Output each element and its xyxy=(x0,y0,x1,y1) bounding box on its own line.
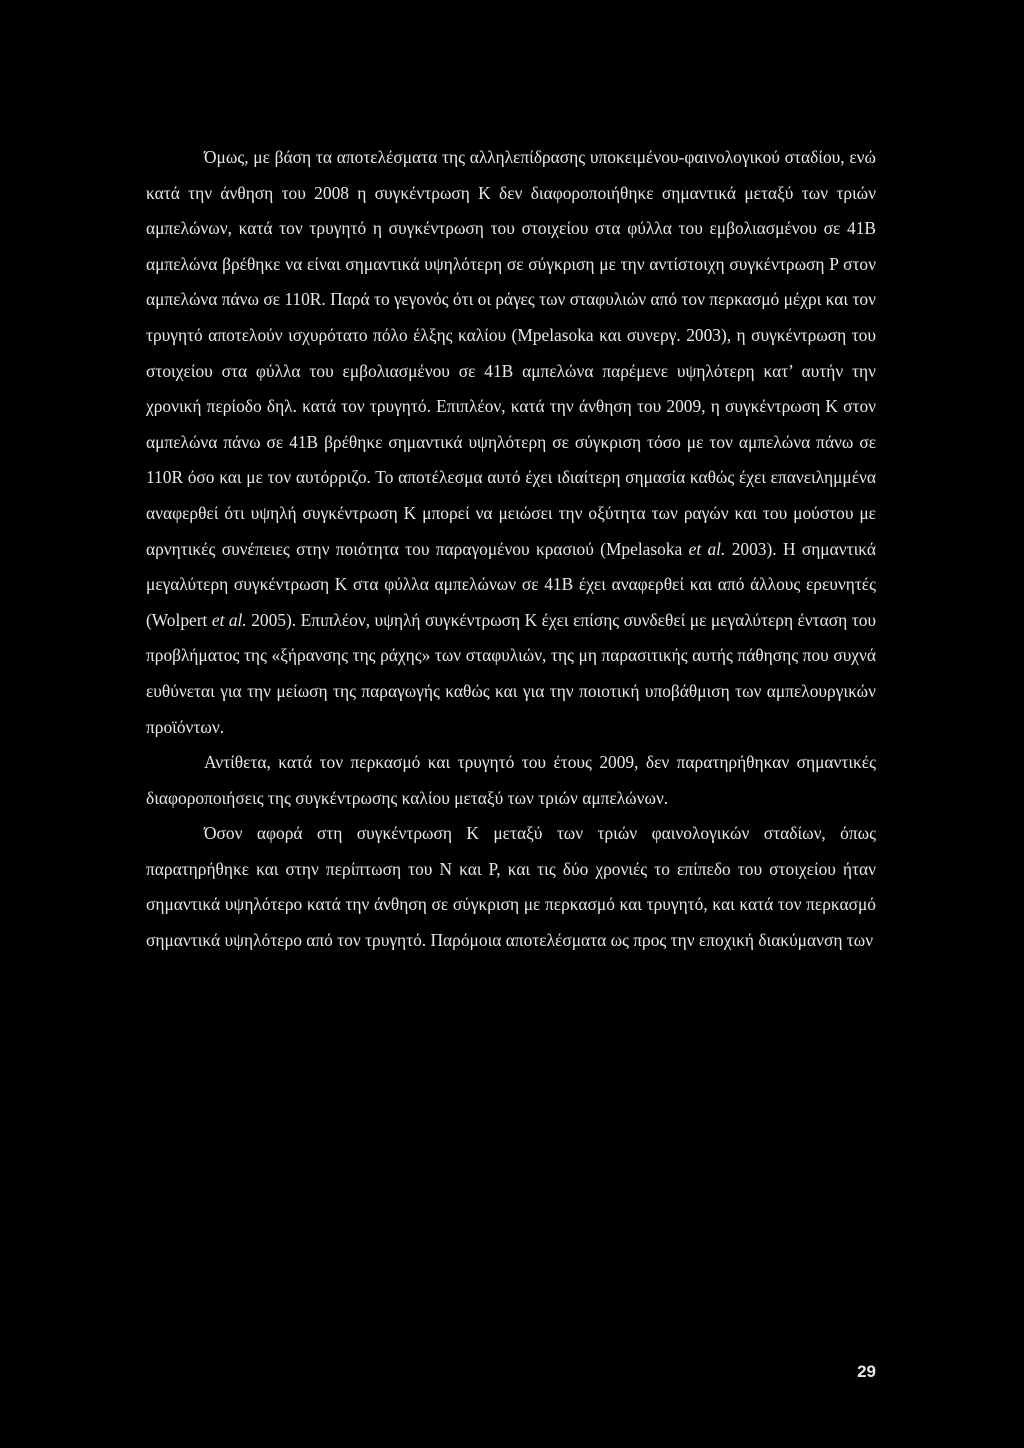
paragraph-3 xyxy=(146,816,876,958)
text-run: Αντίθετα, κατά τον περκασμό και τρυγητό του έτους 2009, δεν παρατηρήθηκαν σημαντικές διαφοροποιήσεις της συγκέντρωσης καλίου μεταξύ των τριών αμπελώνων. xyxy=(146,752,876,808)
body-text xyxy=(146,140,876,959)
text-run: Όμως, με βάση τα αποτελέσματα της αλληλεπίδρασης υποκειμένου-φαινολογικού σταδίου, ενώ κατά την άνθηση του 2008 η συγκέντρωση K δεν διαφοροποιήθηκε σημαντικά μεταξύ των τριών αμπελώνων, κατά τον τρυγητό η συγκέντρωση του στοιχείου στα φύλλα του εμβολιασμένου σε 41B αμπελώνα βρέθηκε να είναι σημαντικά υψηλότερη σε σύγκριση με την αντίστοιχη συγκέντρωση P στον αμπελώνα πάνω σε 110R. Παρά το γεγονός ότι οι ράγες των σταφυλιών από τον περκασμό μέχρι και τον τρυγητό αποτελούν ισχυρότατο πόλο έλξης καλίου (Mpelasoka και συνεργ. 2003), η συγκέντρωση του στοιχείου στα φύλλα του εμβολιασμένου σε 41B αμπελώνα παρέμενε υψηλότερη κατ’ αυτήν την χρονική περίοδο δηλ. κατά τον τρυγητό. Επιπλέον, κατά την άνθηση του 2009, η συγκέντρωση K στον αμπελώνα πάνω σε 41B βρέθηκε σημαντικά υψηλότερη σε σύγκριση τόσο με τον αμπελώνα πάνω σε 110R όσο και με τον αυτόρριζο. Το αποτέλεσμα αυτό έχει ιδιαίτερη σημασία καθώς έχει επανειλημμένα αναφερθεί ότι υψηλή συγκέντρωση K μπορεί να μειώσει την οξύτητα των ραγών και του μούστου με αρνητικές συνέπειες στην ποιότητα του παραγομένου κρασιού (Mpelasoka xyxy=(146,147,876,559)
paragraph-2 xyxy=(146,745,876,816)
text-run: 2005). Επιπλέον, υψηλή συγκέντρωση K έχει επίσης συνδεθεί με μεγαλύτερη ένταση του προβλήματος της «ξήρανσης της ράχης» των σταφυλιών, της μη παρασιτικής αυτής πάθησης που συχνά ευθύνεται για την μείωση της παραγωγής καθώς και για την ποιοτική υποβάθμιση των αμπελουργικών προϊόντων. xyxy=(146,609,876,737)
citation-et-al: et al. xyxy=(211,609,247,630)
citation-et-al: et al. xyxy=(688,538,726,559)
text-run: Όσον αφορά στη συγκέντρωση K μεταξύ των τριών φαινολογικών σταδίων, όπως παρατηρήθηκε και στην περίπτωση του N και P, και τις δύο χρονιές το επίπεδο του στοιχείου ήταν σημαντικά υψηλότερο κατά την άνθηση σε σύγκριση με περκασμό και τρυγητό, και κατά τον περκασμό σημαντικά υψηλότερο από τον τρυγητό. Παρόμοια αποτελέσματα ως προς την εποχική διακύμανση των xyxy=(146,823,876,951)
text-run: 2003). Η σημαντικά μεγαλύτερη συγκέντρωση K στα φύλλα αμπελώνων σε 41B έχει αναφερθεί και από άλλους ερευνητές (Wolpert xyxy=(146,538,876,630)
paragraph-1 xyxy=(146,140,876,745)
page-number: 29 xyxy=(857,1362,876,1381)
